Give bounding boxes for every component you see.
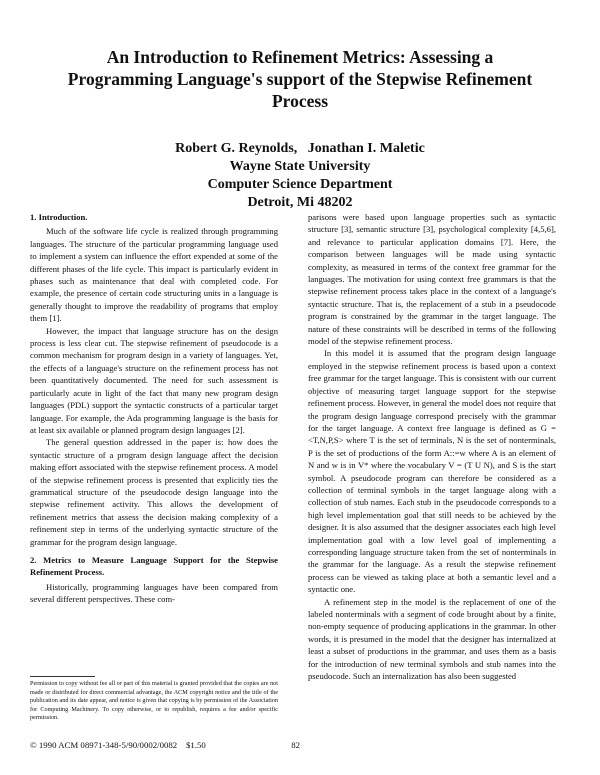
- paragraph: parisons were based upon language properties such as syntactic structure [3], semantic structure [3], psychological complexity [4,5,6], and relevance to particular application domains [7]. Here, the comparison between languages will be made using syntactic complexity, as measured in terms of the context free grammar for the languages. The motivation for using context free grammars is that the stepwise refinement process takes place in the context of a language's syntactic structure. That is, the replacement of a stub in a pseudocode program is constrained by the grammar in the target language. The nature of these constraints will be described in terms of the following model of the stepwise refinement process.: [308, 212, 556, 347]
- section-heading-introduction: 1. Introduction.: [30, 212, 88, 222]
- paragraph: The general question addressed in the paper is: how does the syntactic structure of a program design language affect the decision making effort associated with the stepwise refinement process. A model of the stepwise refinement process is presented that explicitly ties the grammatical structure of the pseudocode design language into the stepwise refinement activity. This allows the development of refinement metrics that assess the decision making complexity of a refinement step in terms of the underlying syntactic structure of the grammar for the program design language.: [30, 437, 278, 547]
- paragraph: Much of the software life cycle is realized through programming languages. The structure of the particular programming language used to implement a system can influence the effort expended at some of the different phases of the life cycle. This impact is particularly evident in phases such as maintenance that deal with completed code. For example, the presence of certain code structuring units in a language is generally thought to improve the readability of programs that employ them [1].: [30, 226, 278, 324]
- paragraph: A refinement step in the model is the replacement of one of the labeled nonterminals with a segment of code brought about by a finite, non-empty sequence of producing applications in the grammar. In other words, it is presumed in the model that the designer has internalized at least a subset of productions in the grammar, and uses them as a basis for the introduction of new terminal symbols and stub names into the pseudocode. Such an internalization has also been suggested: [308, 596, 556, 682]
- paragraph: Historically, programming languages have been compared from several different perspectives. These com-: [30, 581, 278, 605]
- copyright-line: © 1990 ACM 08971-348-5/90/0002/0082 $1.50: [30, 740, 206, 750]
- author-location: Detroit, Mi 48202: [247, 195, 353, 210]
- author-names: Robert G. Reynolds, Jonathan I. Maletic: [175, 141, 425, 156]
- title-line-1: An Introduction to Refinement Metrics: Assessing a: [106, 47, 494, 67]
- section-heading-metrics: 2. Metrics to Measure Language Support for the Stepwise Refinement Process.: [30, 554, 278, 578]
- page-number: 82: [291, 740, 300, 750]
- permission-notice: Permission to copy without fee all or part of this material is granted provided that the copies are not made or distributed for direct commercial advantage, the ACM copyright notice and the title of the publication and its date appear, and notice is given that copying is by permission of the Association for Computing Machinery. To copy otherwise, or to republish, requires a fee and/or specific permission.: [30, 680, 278, 722]
- paper-title: [30, 46, 570, 112]
- page-footer: [30, 740, 300, 750]
- title-line-2: Programming Language's support of the Stepwise Refinement: [67, 69, 533, 89]
- paragraph: In this model it is assumed that the program design language employed in the stepwise refinement process is based upon a context free grammar for the target language. This is consistent with our current objective of measuring target language support for the stepwise refinement process. However, in general the model does not require that the program design language correspond precisely with the grammar for the target language. A context free language is defined as G =<T,N,P,S> where T is the set of terminals, N is the set of nonterminals, P is the set of productions of the form A::=w where A is an element of N and w is in V* where the vocabulary V = (T U N), and S is the start symbol. A pseudocode program can therefore be considered as a collection of terminal symbols in the target language along with a collection of stub names. Each stub in the pseudocode corresponds to a high level implementation goal that still needs to be achieved by the designer. It is also assumed that the designer associates each high level implementation goal with a low level goal of implementing a corresponding language structure taken from the set of nonterminals in the grammar for the language. As a result the stepwise refinement process can be viewed as taking place at both a semantic level and a syntactic one.: [308, 348, 556, 595]
- author-university: Wayne State University: [229, 159, 371, 174]
- author-block: [60, 140, 540, 212]
- author-department: Computer Science Department: [207, 177, 393, 192]
- paragraph: However, the impact that language structure has on the design process is less clear cut. The stepwise refinement of pseudocode is a common mechanism for program design in a variety of languages. Yet, the effects of a language's structure on the refinement process has not been quantitatively documented. The need for such assessment is particularly acute in light of the fact that many new program design languages (PDL) support the syntactic constructs of a particular target language. For example, the Ada programming language is the basis for at least six available or planned program design languages [2].: [30, 325, 278, 435]
- title-line-3: Process: [271, 91, 329, 111]
- left-column: [30, 211, 278, 606]
- footnote-divider: [30, 676, 95, 677]
- right-column: [308, 211, 556, 682]
